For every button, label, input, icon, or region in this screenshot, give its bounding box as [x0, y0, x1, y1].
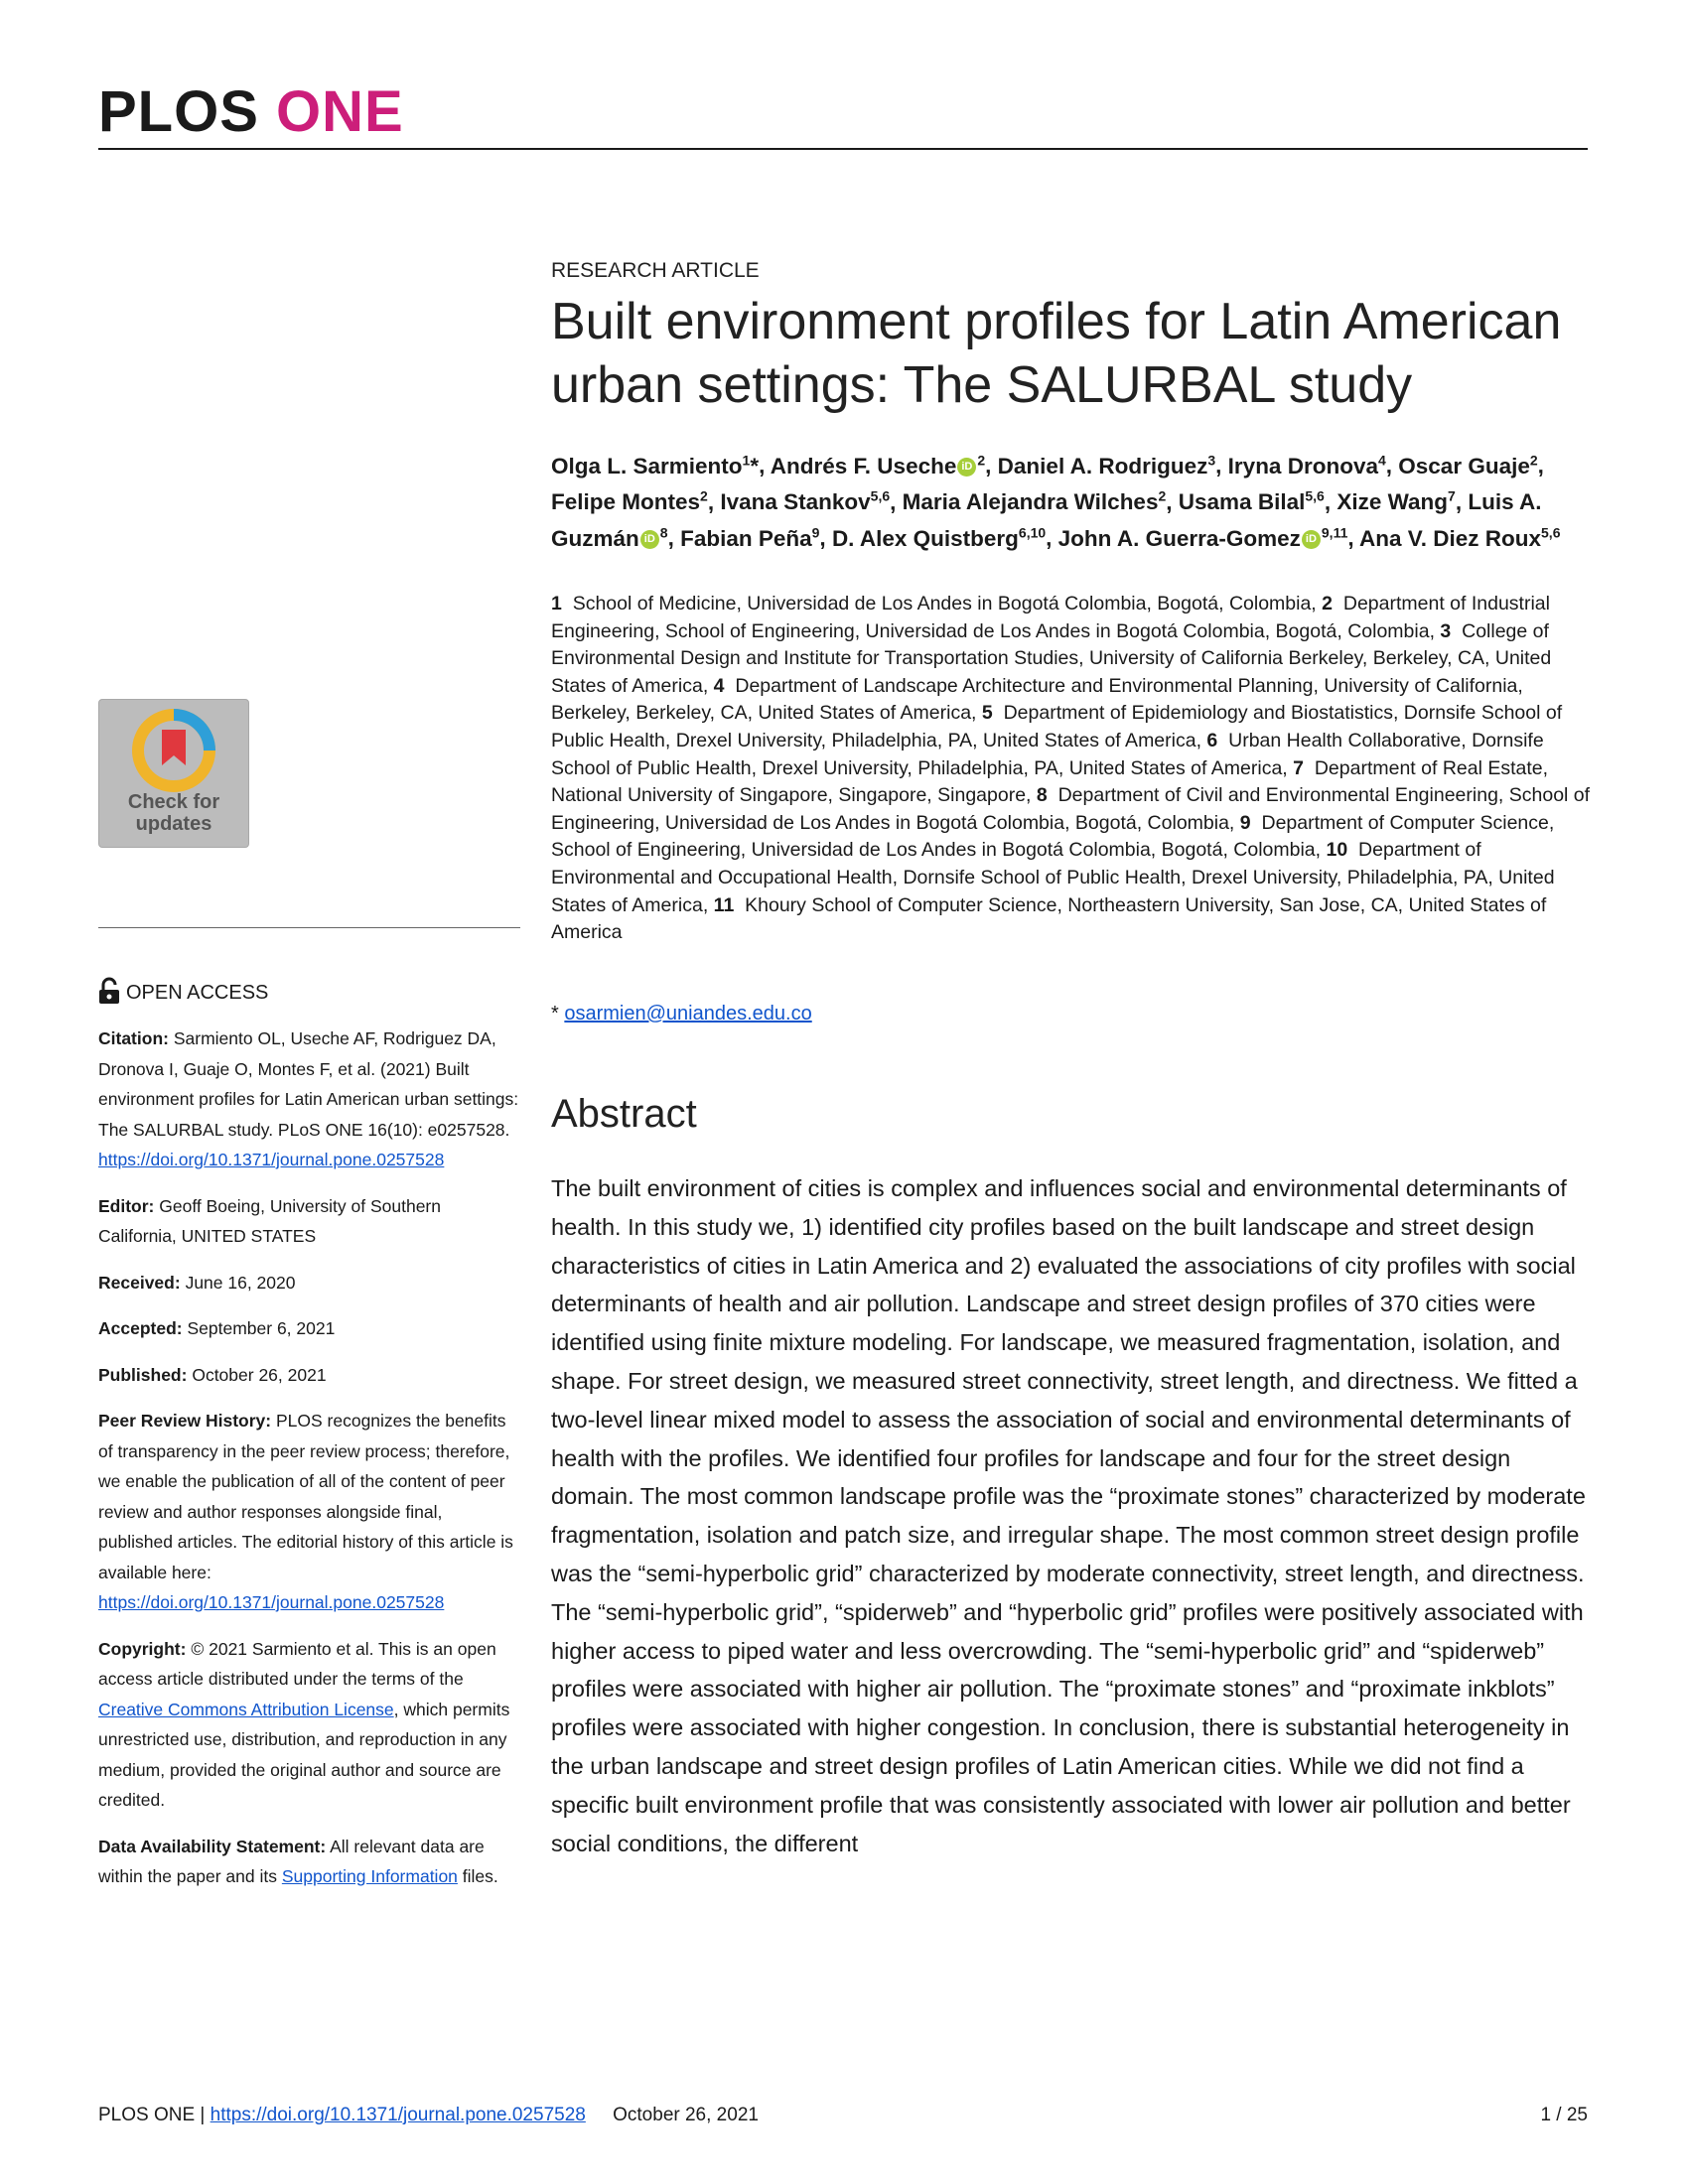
- affiliation-number: 10: [1326, 839, 1348, 862]
- author: [1228, 454, 1386, 478]
- citation-doi-link[interactable]: https://doi.org/10.1371/journal.pone.0257528: [98, 1150, 445, 1169]
- author: [1058, 526, 1348, 551]
- author-name: Ivana Stankov: [720, 489, 871, 514]
- author-name: Felipe Montes: [551, 489, 701, 514]
- peer-review-block: [98, 1406, 520, 1618]
- affiliation-text: Department of Real Estate, National University of Singapore, Singapore, Singapore,: [551, 756, 1549, 807]
- author: [720, 489, 890, 514]
- accepted-block: [98, 1313, 520, 1344]
- article-title: Built environment profiles for Latin American urban settings: The SALURBAL study: [551, 293, 1562, 414]
- affiliation-text: Department of Industrial Engineering, School of Engineering, Universidad de Los Andes in Bogotá Colombia, Bogotá, Colombia,: [551, 593, 1550, 642]
- affiliation-text: Department of Epidemiology and Biostatistics, Dornsife School of Public Health, Drexel University, Philadelphia, PA, United States of America,: [551, 702, 1563, 751]
- received-date: June 16, 2020: [185, 1272, 296, 1293]
- accepted-label: Accepted:: [98, 1318, 183, 1338]
- author: [680, 526, 819, 551]
- author-affiliation-sup: 5,6: [1305, 487, 1325, 504]
- copyright-text2: , which permits unrestricted use, distribution, and reproduction in any medium, provided the original author and source are credited.: [98, 1699, 510, 1810]
- author-name: Daniel A. Rodriguez: [997, 453, 1208, 478]
- author-affiliation-sup: 9,11: [1321, 524, 1348, 540]
- check-for-updates-badge[interactable]: [98, 699, 249, 848]
- published-label: Published:: [98, 1364, 188, 1385]
- affiliation-text: Department of Civil and Environmental Engineering, School of Engineering, Universidad de Los Andes in Bogotá Colombia, Bogotá, Colombia,: [551, 784, 1591, 834]
- open-access-text: OPEN ACCESS: [126, 982, 269, 1004]
- author-affiliation-sup: 2: [700, 487, 708, 504]
- data-availability-text2: files.: [462, 1866, 498, 1886]
- sidebar-divider: [98, 927, 520, 928]
- author-name: Xize Wang: [1336, 489, 1449, 514]
- author: [1398, 454, 1537, 478]
- affiliation-text: College of Environmental Design and Institute for Transportation Studies, University of California Berkeley, Berkeley, CA, United States of America,: [551, 619, 1552, 697]
- affiliation-text: Khoury School of Computer Science, Northeastern University, San Jose, CA, United States of America: [551, 893, 1547, 944]
- page-number: 1 / 25: [1540, 2105, 1588, 2125]
- affiliation-list: [551, 591, 1594, 947]
- footer-doi-link[interactable]: https://doi.org/10.1371/journal.pone.0257528: [210, 2105, 586, 2125]
- author: [903, 489, 1167, 514]
- author-name: Maria Alejandra Wilches: [902, 489, 1159, 514]
- author-list: Olga L. Sarmiento$^1$*, Andrés F. Useche iD $^2$, Daniel A. Rodriguez$^3$, Iryna Dronova$^4$, Oscar Guaje$^2$, Felipe Montes$^2$, Ivana Stankov$^{5,6}$, Maria Alejandra Wilches$^2$, Usama Bilal$^{5,6}$, Xize Wang$^7$, Luis A. Guzmán iD $^8$, Fabian Peña$^9$, D. Alex Quistberg$^{6,10}$, John A. Guerra-Gomez iD $^{9,11}$, Ana V. Diez Roux$^{5,6}$: [551, 452, 1561, 551]
- author-name: Fabian Peña: [680, 525, 812, 551]
- logo-plos: PLOS: [98, 79, 259, 144]
- published-block: [98, 1360, 520, 1391]
- affiliation-number: 6: [1206, 729, 1218, 751]
- corresponding-email: [551, 1003, 812, 1025]
- affiliation-text: Department of Environmental and Occupational Health, Dornsife School of Public Health, Drexel University, Philadelphia, PA, United States of America,: [551, 839, 1555, 916]
- affiliation-text: School of Medicine, Universidad de Los Andes in Bogotá Colombia, Bogotá, Colombia,: [572, 593, 1317, 614]
- check-updates-line1: Check for: [127, 791, 220, 813]
- citation-label: Citation:: [98, 1028, 169, 1048]
- affiliation-number: 1: [551, 593, 562, 614]
- article-info-sidebar: [98, 1024, 520, 1908]
- orcid-icon[interactable]: iD: [957, 458, 976, 477]
- author-affiliation-sup: 5,6: [1541, 524, 1561, 540]
- affiliation-number: 11: [713, 893, 735, 916]
- abstract-heading: Abstract: [551, 1092, 697, 1136]
- peer-review-text: PLOS recognizes the benefits of transparency in the peer review process; therefore, we enable the publication of all of the content of peer review and author responses alongside final, published articles. The editorial history of this article is available here:: [98, 1411, 513, 1582]
- orcid-icon[interactable]: iD: [640, 530, 659, 549]
- received-block: [98, 1268, 520, 1298]
- author-name: Oscar Guaje: [1398, 453, 1530, 478]
- received-label: Received:: [98, 1272, 181, 1293]
- author-affiliation-sup: 9: [811, 524, 820, 540]
- email-link[interactable]: osarmien@uniandes.edu.co: [564, 1003, 812, 1024]
- author-affiliation-sup: 5,6: [870, 487, 891, 504]
- corresponding-marker: *: [551, 1003, 559, 1024]
- author-affiliation-sup: 1: [742, 452, 751, 468]
- open-access-label: [98, 977, 268, 1005]
- author-name: Ana V. Diez Roux: [1359, 525, 1542, 551]
- author: [551, 489, 708, 514]
- affiliation-number: 5: [981, 702, 993, 725]
- author-name: Iryna Dronova: [1227, 453, 1378, 478]
- footer-journal: PLOS ONE |: [98, 2105, 206, 2125]
- author-affiliation-sup: 2: [977, 452, 986, 468]
- author-name: D. Alex Quistberg: [831, 525, 1019, 551]
- author: [1179, 489, 1325, 514]
- author-name: Olga L. Sarmiento: [551, 453, 743, 478]
- peer-review-link[interactable]: https://doi.org/10.1371/journal.pone.0257528: [98, 1592, 445, 1612]
- affiliation-text: Department of Computer Science, School of Engineering, Universidad de Los Andes in Bogotá Colombia, Bogotá, Colombia,: [551, 811, 1555, 862]
- logo-one: ONE: [276, 79, 404, 144]
- crossmark-icon: [131, 708, 216, 793]
- author: [1359, 526, 1560, 551]
- citation-block: [98, 1024, 520, 1175]
- author-affiliation-sup: 8: [659, 524, 668, 540]
- affiliation-text: Urban Health Collaborative, Dornsife School of Public Health, Drexel University, Philadelphia, PA, United States of America,: [551, 729, 1544, 779]
- accepted-date: September 6, 2021: [187, 1318, 336, 1338]
- author-name: Andrés F. Useche: [770, 453, 957, 478]
- affiliation-number: 7: [1293, 756, 1304, 779]
- affiliation-number: 2: [1322, 593, 1334, 614]
- author: [998, 454, 1215, 478]
- author-affiliation-sup: 6,10: [1018, 524, 1047, 540]
- author-affiliation-sup: 4: [1377, 452, 1386, 468]
- editor-label: Editor:: [98, 1195, 155, 1216]
- affiliation-number: 4: [713, 674, 725, 697]
- citation-text: Sarmiento OL, Useche AF, Rodriguez DA, Dronova I, Guaje O, Montes F, et al. (2021) Built environment profiles for Latin American urban settings: The SALURBAL study. PLoS ONE 16(10): e0257528.: [98, 1028, 519, 1140]
- copyright-text1: © 2021 Sarmiento et al. This is an open access article distributed under the terms of the: [98, 1638, 496, 1689]
- affiliation-number: 3: [1440, 619, 1452, 642]
- license-link[interactable]: Creative Commons Attribution License: [98, 1699, 394, 1719]
- affiliation-text: Department of Landscape Architecture and Environmental Planning, University of California, Berkeley, Berkeley, CA, United States of America,: [551, 674, 1523, 725]
- author-affiliation-sup: 3: [1207, 452, 1216, 468]
- affiliation-number: 8: [1036, 784, 1048, 807]
- footer-date: October 26, 2021: [613, 2105, 759, 2125]
- author: [1336, 489, 1455, 514]
- author: [551, 454, 759, 478]
- published-date: October 26, 2021: [192, 1364, 327, 1385]
- affiliation: [551, 593, 1317, 614]
- check-updates-line2: updates: [135, 813, 212, 835]
- author-name: Luis A. Guzmán: [551, 489, 1542, 551]
- header-divider: [98, 148, 1588, 150]
- author: [832, 526, 1046, 551]
- author-affiliation-sup: 2: [1158, 487, 1167, 504]
- data-availability-text1: All relevant data are within the paper and its: [98, 1836, 485, 1886]
- page-footer: [98, 2105, 1588, 2126]
- author: [771, 454, 985, 478]
- editor-text: Geoff Boeing, University of Southern California, UNITED STATES: [98, 1195, 441, 1246]
- peer-review-label: Peer Review History:: [98, 1411, 272, 1431]
- corresponding-author-marker: *: [750, 453, 760, 478]
- copyright-label: Copyright:: [98, 1638, 187, 1659]
- author-affiliation-sup: 7: [1448, 487, 1456, 504]
- abstract-text: The built environment of cities is complex and influences social and environmental determinants of health. In this study we, 1) identified city profiles based on the built landscape and street design characteristics of cities in Latin America and 2) evaluated the associations of city profiles with social determinants of health and air pollution. Landscape and street design profiles of 370 cities were identified using finite mixture modeling. For landscape, we measured fragmentation, isolation, and shape. For street design, we measured street connectivity, street length, and directness. We fitted a two-level linear mixed model to assess the association of social and environmental determinants of health with the profiles. We identified four profiles for landscape and four for the street design domain. The most common landscape profile was the “proximate stones” characterized by moderate fragmentation, isolation and patch size, and irregular shape. The most common street design profile was the “semi-hyperbolic grid” characterized by moderate connectivity, street length, and directness. The “semi-hyperbolic grid”, “spiderweb” and “hyperbolic grid” profiles were positively associated with higher access to piped water and less overcrowding. The “semi-hyperbolic grid” and “spiderweb” profiles were associated with higher air pollution. The “proximate stones” and “proximate inkblots” profiles were associated with higher congestion. In conclusion, there is substantial heterogeneity in the urban landscape and street design profiles of Latin American cities. While we did not find a specific built environment profile that was consistently associated with lower air pollution and better social conditions, the different: [551, 1175, 1586, 1856]
- open-lock-icon: [98, 977, 120, 1005]
- data-availability-block: [98, 1832, 520, 1892]
- author-affiliation-sup: 2: [1529, 452, 1538, 468]
- journal-logo: [98, 79, 404, 144]
- supporting-info-link[interactable]: Supporting Information: [281, 1866, 458, 1886]
- author-name: Usama Bilal: [1178, 489, 1306, 514]
- orcid-icon[interactable]: iD: [1302, 530, 1321, 549]
- copyright-block: [98, 1634, 520, 1816]
- article-type: RESEARCH ARTICLE: [551, 259, 760, 282]
- affiliation-number: 9: [1239, 811, 1251, 834]
- author-name: John A. Guerra-Gomez: [1057, 525, 1301, 551]
- data-availability-label: Data Availability Statement:: [98, 1836, 327, 1856]
- editor-block: [98, 1191, 520, 1252]
